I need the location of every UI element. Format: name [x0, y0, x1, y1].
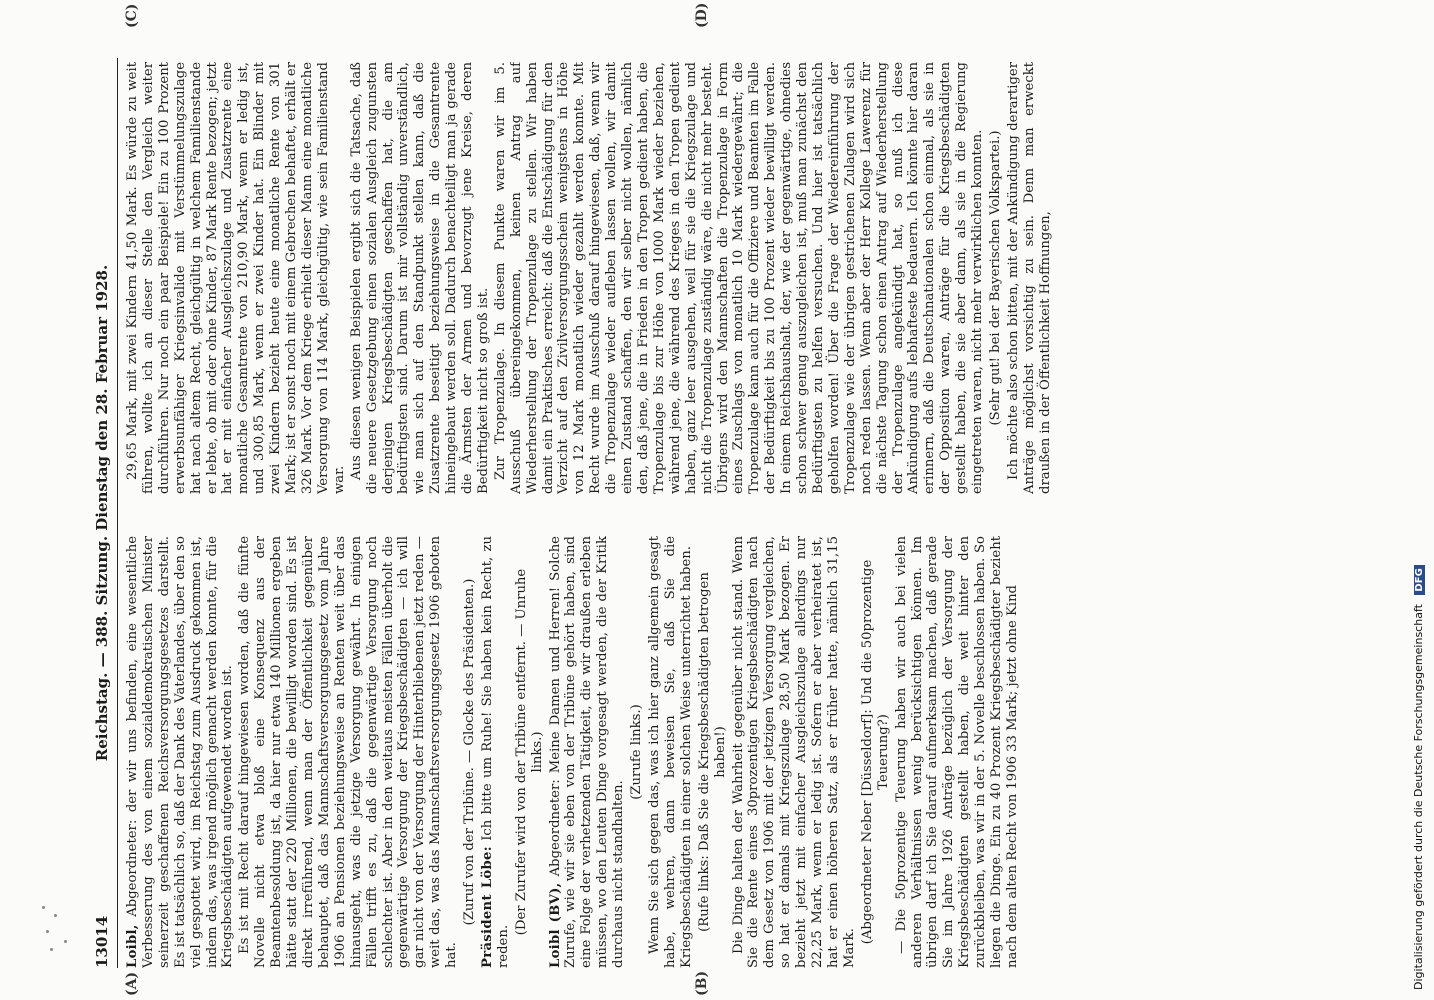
funding-note-text: Digitalisierung gefördert durch die Deutsche Forschungsgemeinschaft [1412, 604, 1425, 990]
paragraph-text: Wenn Sie sich gegen das, was ich hier ganz allgemein gesagt habe, wehren, dann beweisen Sie, daß Sie die Kriegsbeschädigten in einer solchen Weise unterrichtet haben. [647, 536, 694, 968]
paragraph [125, 536, 236, 968]
paragraph-text: Zur Tropenzulage. In diesem Punkte waren wir im 5. Ausschuß übereingekommen, keinen Antrag auf Wiederherstellung der Tropenzulage zu stellen. Wir haben damit ein Praktisches erreicht: daß die Entschädigung für den Verzicht auf den Zivilversorgungsschein wenigstens in Höhe von 12 Mark monatlich wieder gezahlt werden konnte. Mit Recht wurde im Ausschuß darauf hingewiesen, daß, wenn wir die Tropenzulage wieder aufleben lassen wollen, wir damit einen Zustand schaffen, den wir selber nicht wollen, nämlich den, daß jene, die in Frieden in den Tropen gedient haben, die Tropenzulage bis zur Höhe von 1000 Mark wieder beziehen, während jene, die während des Krieges in den Tropen gedient haben, ganz leer ausgehen, weil für sie die Kriegszulage und nicht die Tropenzulage zuständig wäre, die nicht mehr besteht. Übrigens wird den Mannschaften die Tropenzulage in Form eines Zuschlags von monatlich 10 Mark wiedergewährt; die Tropenzulage kann auch für die Offiziere und Beamten im Falle der Bedürftigkeit bis zu 100 Prozent wieder bewilligt werden. In einem Reichshaushalt, der, wie der gegenwärtige, ohnedies schon schwer genug auszugleichen ist, muß man zunächst den Bedürftigsten zu helfen versuchen. Und hier ist tatsächlich geholfen worden! Über die Frage der Wiedereinführung der Tropenzulage wie der übrigen gestrichenen Zulagen wird sich noch reden lassen. Wenn aber der Herr Kollege Lawerenz für die nächste Tagung schon einen Antrag auf Wiederherstellung der Tropenzulage angekündigt hat, so muß ich diese Ankündigung aufs lebhafteste bedauern. Ich könnte hier daran erinnern, daß die Deutschnationalen schon einmal, als sie in der Opposition waren, Anträge für die Kriegsbeschädigten gestellt haben, die sie aber dann, als sie in die Regierung eingetreten waren, nicht mehr verwirklichen konnten. [492, 62, 986, 494]
interjection [514, 554, 546, 950]
interjection [860, 554, 892, 950]
paragraph [349, 62, 492, 494]
dfg-logo: DFG [1414, 565, 1425, 594]
page-header [95, 58, 118, 968]
running-head: Reichstag. — 388. Sitzung. Dienstag den 28. Februar 1928. [93, 264, 111, 762]
interjection [629, 554, 645, 950]
margin-letter-c: (C) [124, 3, 140, 28]
rotated-page-content [93, 2, 1320, 996]
paragraph-text: Ich bitte um Ruhe! Sie haben kein Recht, zu reden. [479, 536, 511, 968]
paragraph [731, 536, 858, 968]
margin-letter-a: (A) [124, 971, 140, 996]
paragraph [125, 62, 348, 494]
margin-letter-d: (D) [694, 2, 710, 28]
paragraph-text: Es ist mit Recht darauf hingewiesen worden, daß die fünfte Novelle nicht etwa bloß eine Konsequenz aus der Beamtenbesoldung ist, da hier nur etwa 140 Millionen ergeben hätte statt der 220 Millionen, die bewilligt worden sind. Es ist direkt irreführend, wenn man der Öffentlichkeit gegenüber behauptet, daß das Mannschaftsversorgungsgesetz vom Jahre 1906 an Pensionen beziehungsweise an Renten weit über das hinausgeht, was die jetzige Versorgung gewährt. In einigen Fällen trifft es zu, daß die gegenwärtige Versorgung noch schlechter ist. Aber in den weitaus meisten Fällen überholt die gegenwärtige Versorgung der Kriegsbeschädigten — ich will gar nicht von der Versorgung der Hinterbliebenen jetzt reden — weit das, was das Mannschaftsversorgungsgesetz 1906 geboten hat. [237, 536, 460, 968]
paragraph-text: — Die 50prozentige Teuerung haben wir auch bei vielen anderen Verhältnissen wenig berücksichtigen können. Im übrigen darf ich Sie darauf aufmerksam machen, daß gerade Sie im Jahre 1926 Anträge bezüglich der Versorgung der Kriegsbeschädigten gestellt haben, die weit hinter den zurückbleiben, was wir in der 5. Novelle beschlossen haben. So liegen die Dinge. Ein zu 40 Prozent Kriegsbeschädigter bezieht nach dem alten Recht von 1906 33 Mark; jetzt ohne Kind [893, 536, 1020, 968]
paragraph-text: Ich möchte also schon bitten, mit der Ankündigung derartiger Anträge möglichst vorsichtig zu sein. Denn man erweckt draußen in der Öffentlichkeit Hoffnungen, [1005, 62, 1053, 494]
paragraph-text: Aus diesen wenigen Beispielen ergibt sich die Tatsache, daß die neuere Gesetzgebung einen sozialen Ausgleich zugunsten derjenigen Kriegsbeschädigten geschaffen hat, die am bedürftigsten sind. Darum ist mir vollständig unverständlich, wie man sich auf den Standpunkt stellen kann, daß die Zusatzrente beseitigt beziehungsweise in die Gesamtrente hineingebaut werden soll. Dadurch benachteiligt man ja gerade die Ärmsten der Armen und bevorzugt jene Kreise, deren Bedürftigkeit nicht so groß ist. [348, 62, 491, 494]
speaker-role: Abgeordneter: [547, 779, 563, 877]
paragraph-text: der wir uns befinden, eine wesentliche Verbesserung des von einem sozialdemokratischen Minister seinerzeit geschaffenen Reichsversorgungsgesetzes darstellt. Es ist tatsächlich so, daß der Dank des Vaterlandes, über den so viel gespottet wird, im Reichstag zum Ausdruck gekommen ist, indem das, was irgend möglich gemacht werden konnte, für die Kriegsbeschädigten aufgewendet worden ist. [125, 536, 236, 968]
paragraph-text: Die Dinge halten der Wahrheit gegenüber nicht stand. Wenn Sie die Rente eines 30prozentigen Kriegsbeschädigten nach dem Gesetz von 1906 mit der jetzigen Versorgung vergleichen, so hat er damals mit Kriegszulage 28,50 Mark bezogen. Er bezieht jetzt mit einfacher Ausgleichszulage allerdings nur 22,25 Mark, wenn er ledig ist. Sofern er aber verheiratet ist, hat er einen höheren Satz, als er früher hatte, nämlich 31,15 Mark. [730, 536, 857, 968]
left-text-column [125, 536, 1315, 968]
paragraph [237, 536, 460, 968]
interjection-text: (Der Zurufer wird von der Tribüne entfernt. — Unruhe links.) [513, 568, 545, 936]
paragraph-text: 29,65 Mark, mit zwei Kindern 41,50 Mark. Es würde zu weit führen, wollte ich an dieser Stelle den Vergleich weiter durchführen. Nur noch ein paar Beispiele! Ein zu 100 Prozent erwerbsunfähiger Kriegsinvalide mit Verstümmelungszulage hat nach altem Recht, gleichgültig in welchem Familienstande er lebte, ob mit oder ohne Kinder, 87 Mark Rente bezogen; jetzt hat er mit einfacher Ausgleichszulage und Zusatzrente eine monatliche Gesamtrente von 210,90 Mark, wenn er ledig ist, und 300,85 Mark, wenn er zwei Kinder hat. Ein Blinder mit zwei Kindern bezieht heute eine monatliche Rente von 301 Mark; ist er sonst noch mit einem Gebrechen behaftet, erhält er 326 Mark. Vor dem Kriege erhielt dieser Mann eine monatliche Versorgung von 114 Mark, gleichgültig, wie sein Familienstand war. [125, 62, 347, 494]
speaker-role: Abgeordneter: [125, 819, 140, 917]
scan-specks [38, 900, 88, 960]
interjection-text: (Zuruf von der Tribüne. — Glocke des Präsidenten.) [462, 578, 478, 926]
paragraph-text: Meine Damen und Herren! Solche Zurufe, wie wir sie eben von der Tribüne gehört haben, sind eine Folge der verhetzenden Tätigkeit, die wir draußen erleben müssen, wo den Leuten Dinge vorgesagt werden, die der Kritik durchaus nicht standhalten. [547, 536, 627, 968]
paragraph [480, 536, 512, 968]
paragraph [647, 536, 695, 968]
speaker-name: Loibl, [125, 924, 140, 968]
interjection [462, 554, 478, 950]
paragraph [493, 62, 986, 494]
page-number: 13014 [93, 915, 111, 968]
margin-letter-b: (B) [694, 970, 710, 996]
interjection [697, 554, 729, 950]
funding-note [1412, 10, 1425, 990]
interjection-text: (Sehr gut! bei der Bayerischen Volkspartei.) [987, 130, 1003, 426]
speaker-name: Loibl (BV), [547, 882, 563, 968]
speaker-name: Präsident Löbe: [479, 846, 495, 968]
paragraph [894, 536, 1021, 968]
interjection [988, 80, 1004, 476]
paragraph [1006, 62, 1054, 494]
interjection-text: (Zurufe links.) [629, 704, 645, 800]
interjection-text: (Abgeordneter Neber [Düsseldorf]: Und die 50prozentige Teuerung?) [859, 559, 891, 945]
paragraph [548, 536, 628, 968]
interjection-text: (Rufe links: Daß Sie die Kriegsbeschädigten betrogen haben!) [696, 572, 728, 932]
right-text-column [125, 62, 1315, 494]
